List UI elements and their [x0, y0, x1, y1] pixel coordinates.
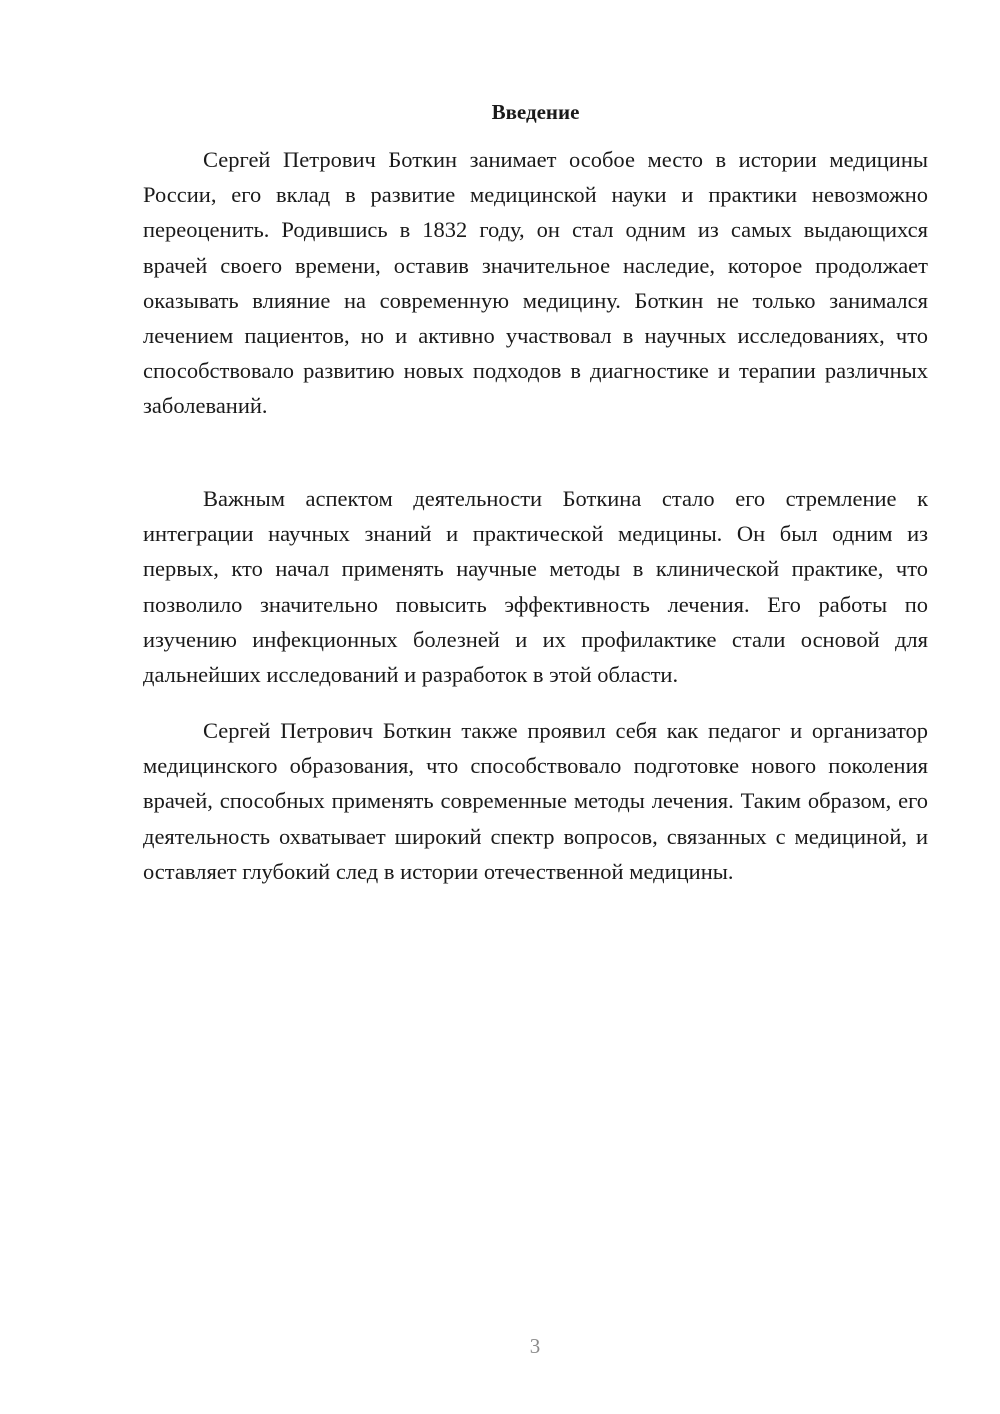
paragraph-1: Сергей Петрович Боткин занимает особое место в истории медицины России, его вклад в развитие медицинской науки и практики невозможно переоценить. Родившись в 1832 году, он стал одним из самых выдающихся врачей своего времени, оставив значительное наследие, которое продолжает оказывать влияние на современную медицину. Боткин не только занимался лечением пациентов, но и активно участвовал в научных исследованиях, что способствовало развитию новых подходов в диагностике и терапии различных заболеваний. — [143, 147, 928, 419]
paragraph-2: Важным аспектом деятельности Боткина стало его стремление к интеграции научных знаний и практической медицины. Он был одним из первых, кто начал применять научные методы в клинической практике, что позволило значительно повысить эффективность лечения. Его работы по изучению инфекционных болезней и их профилактике стали основой для дальнейших исследований и разработок в этой области. — [143, 486, 928, 688]
paragraph-3: Сергей Петрович Боткин также проявил себя как педагог и организатор медицинского образования, что способствовало подготовке нового поколения врачей, способных применять современные методы лечения. Таким образом, его деятельность охватывает широкий спектр вопросов, связанных с медициной, и оставляет глубокий след в истории отечественной медицины. — [143, 718, 928, 884]
section-heading: Введение — [491, 100, 580, 124]
page-number: 3 — [529, 1334, 541, 1358]
